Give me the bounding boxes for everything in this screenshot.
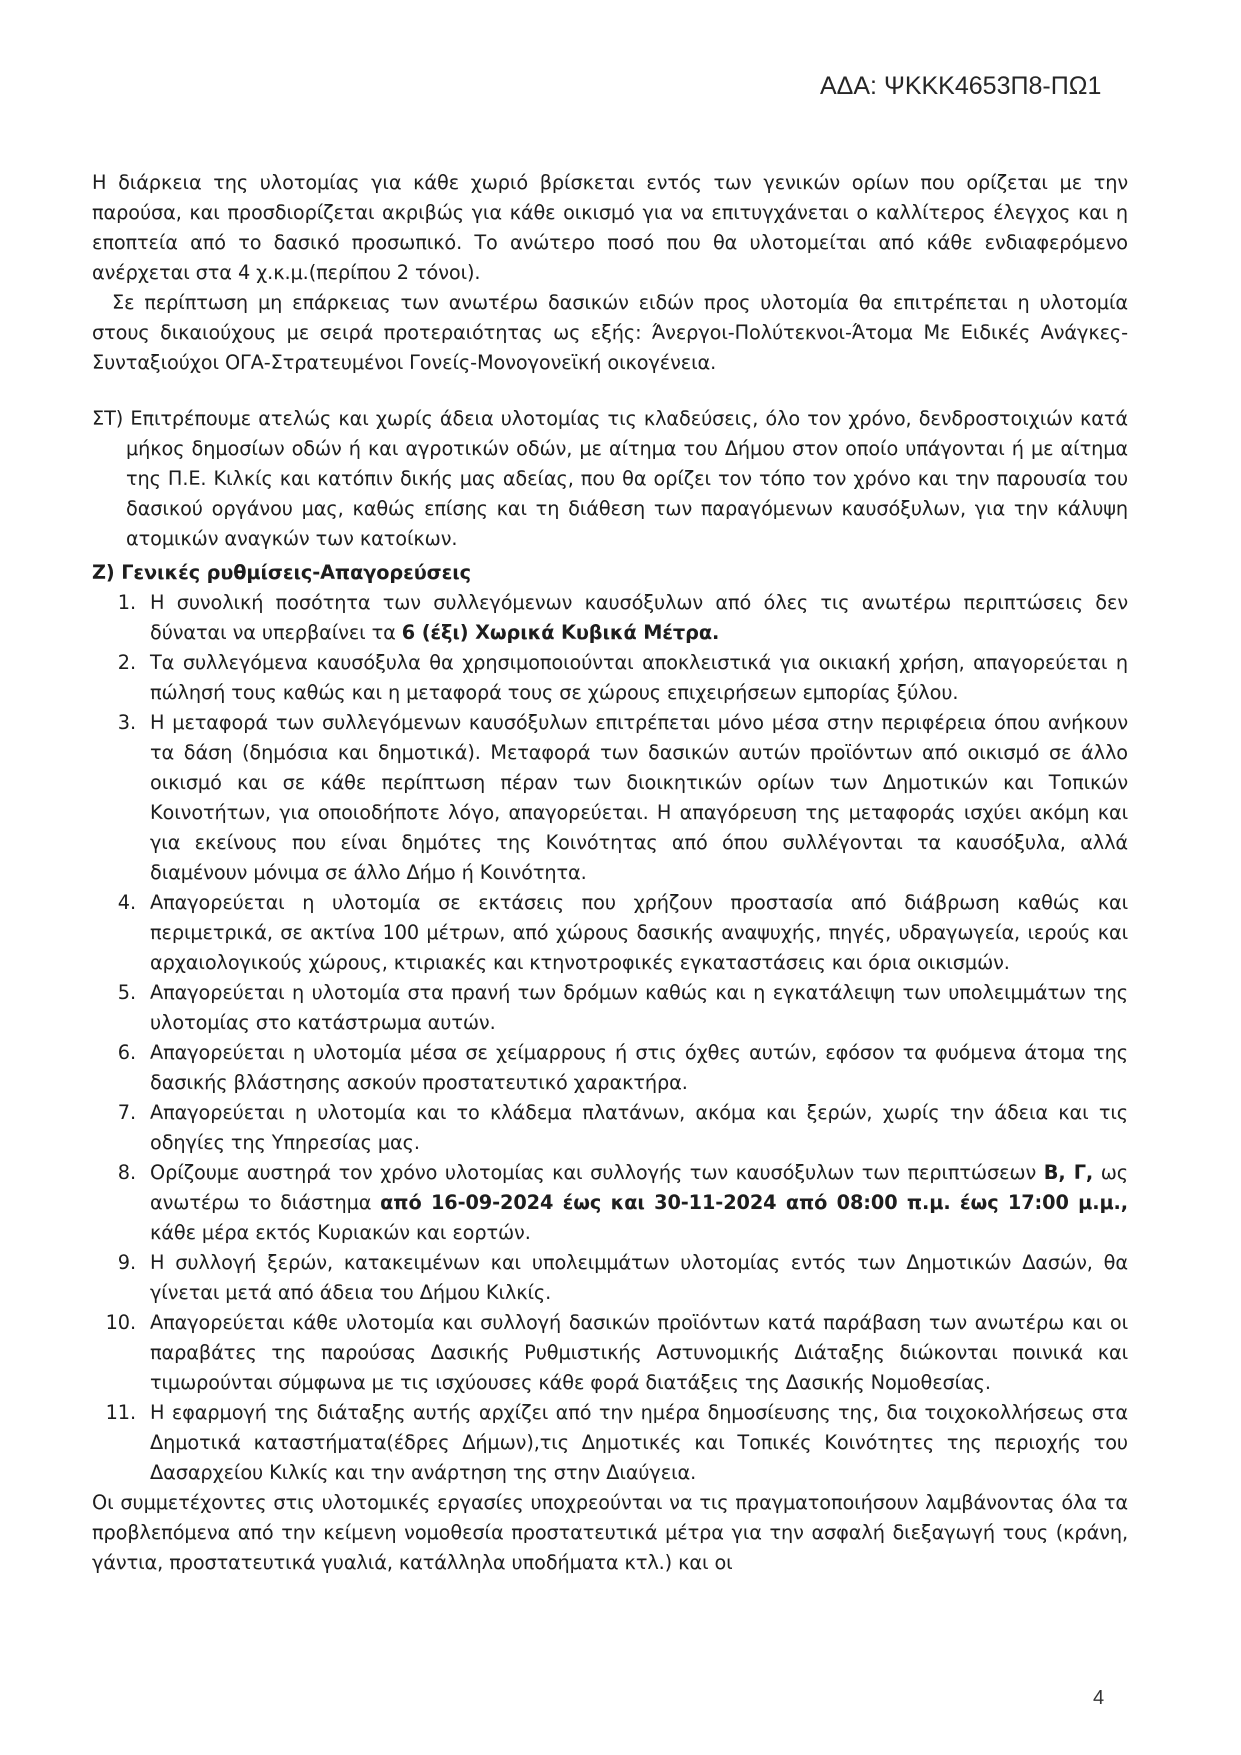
item-text: κάθε μέρα εκτός Κυριακών και εορτών.	[150, 1221, 531, 1244]
item-number: 11.	[105, 1401, 136, 1424]
intro-paragraph-1: Η διάρκεια της υλοτομίας για κάθε χωριό βρίσκεται εντός των γενικών ορίων που ορίζεται με την παρούσα, και προσδιορίζεται ακριβώς για κάθε οικισμό για να επιτυγχάνεται ο καλλίτερος έλεγχος και η εποπτεία από το δασικό προσωπικό. Το ανώτερο ποσό που θα υλοτομείται από κάθε ενδιαφερόμενο ανέρχεται στα 4 χ.κ.μ.(περίπου 2 τόνοι).	[92, 171, 1128, 284]
item-number: 9.	[117, 1251, 136, 1274]
item-text: Απαγορεύεται η υλοτομία σε εκτάσεις που χρήζουν προστασία από διάβρωση καθώς και περιμετρικά, σε ακτίνα 100 μέτρων, από χώρους δασικής αναψυχής, πηγές, υδραγωγεία, ιερούς και αρχαιολογικούς χώρους, κτιριακές και κτηνοτροφικές εγκαταστάσεις και όρια οικισμών.	[150, 891, 1128, 974]
intro-paragraph-2: Σε περίπτωση μη επάρκειας των ανωτέρω δασικών ειδών προς υλοτομία θα επιτρέπεται η υλοτομία στους δικαιούχους με σειρά προτεραιότητας ως εξής: Άνεργοι-Πολύτεκνοι-Άτομα Με Ειδικές Ανάγκες-Συνταξιούχοι ΟΓΑ-Στρατευμένοι Γονείς-Μονογονεϊκή οικογένεια.	[92, 291, 1128, 374]
list-item	[92, 1398, 1128, 1488]
list-item	[92, 648, 1128, 708]
closing-paragraph: Οι συμμετέχοντες στις υλοτομικές εργασίες υποχρεούνται να τις πραγματοποιήσουν λαμβάνοντας όλα τα προβλεπόμενα από την κείμενη νομοθεσία προστατευτικά μέτρα για την ασφαλή διεξαγωγή τους (κράνη, γάντια, προστατευτικά γυαλιά, κατάλληλα υποδήματα κτλ.) και οι	[92, 1491, 1128, 1574]
item-text: Η συλλογή ξερών, κατακειμένων και υπολειμμάτων υλοτομίας εντός των Δημοτικών Δασών, θα γίνεται μετά από άδεια του Δήμου Κιλκίς.	[150, 1251, 1128, 1304]
item-bold-text: Β, Γ,	[1043, 1161, 1094, 1184]
item-number: 2.	[117, 651, 136, 674]
list-item	[92, 1098, 1128, 1158]
section-st-label: ΣΤ)	[92, 407, 124, 430]
document-body	[92, 168, 1128, 1578]
list-item	[92, 1158, 1128, 1248]
item-text: Απαγορεύεται κάθε υλοτομία και συλλογή δασικών προϊόντων κατά παράβαση των ανωτέρω και οι παραβάτες της παρούσας Δασικής Ρυθμιστικής Αστυνομικής Διάταξης διώκονται ποινικά και τιμωρούνται σύμφωνα με τις ισχύουσες κάθε φορά διατάξεις της Δασικής Νομοθεσίας.	[150, 1311, 1128, 1394]
list-item	[92, 888, 1128, 978]
item-bold-text: από 16-09-2024 έως και 30-11-2024 από 08:00 π.μ. έως 17:00 μ.μ.,	[380, 1191, 1128, 1214]
item-number: 6.	[117, 1041, 136, 1064]
item-text: Τα συλλεγόμενα καυσόξυλα θα χρησιμοποιούνται αποκλειστικά για οικιακή χρήση, απαγορεύεται η πώλησή τους καθώς και η μεταφορά τους σε χώρους επιχειρήσεων εμπορίας ξύλου.	[150, 651, 1128, 704]
item-text: Απαγορεύεται η υλοτομία και το κλάδεμα πλατάνων, ακόμα και ξερών, χωρίς την άδεια και τις οδηγίες της Υπηρεσίας μας.	[150, 1101, 1128, 1154]
item-number: 5.	[117, 981, 136, 1004]
page-number: 4	[1093, 1687, 1105, 1709]
list-item	[92, 708, 1128, 888]
section-z-title: Ζ) Γενικές ρυθμίσεις-Απαγορεύσεις	[92, 561, 471, 584]
ada-code: ΑΔΑ: ΨΚΚΚ4653Π8-ΠΩ1	[820, 72, 1102, 100]
item-text: Απαγορεύεται η υλοτομία μέσα σε χείμαρρους ή στις όχθες αυτών, εφόσον τα φυόμενα άτομα της δασικής βλάστησης ασκούν προστατευτικό χαρακτήρα.	[150, 1041, 1128, 1094]
item-text: ως ανωτέρω το διάστημα	[150, 1161, 1128, 1214]
list-item	[92, 1038, 1128, 1098]
item-text: Απαγορεύεται η υλοτομία στα πρανή των δρόμων καθώς και η εγκατάλειψη των υπολειμμάτων της υλοτομίας στο κατάστρωμα αυτών.	[150, 981, 1128, 1034]
list-item	[92, 588, 1128, 648]
item-text: Η συνολική ποσότητα των συλλεγόμενων καυσόξυλων από όλες τις ανωτέρω περιπτώσεις δεν δύναται να υπερβαίνει τα	[150, 591, 1128, 644]
item-bold-text: 6 (έξι) Χωρικά Κυβικά Μέτρα.	[401, 621, 720, 644]
item-number: 8.	[117, 1161, 136, 1184]
list-item	[92, 1308, 1128, 1398]
item-text: Η εφαρμογή της διάταξης αυτής αρχίζει από την ημέρα δημοσίευσης της, δια τοιχοκολλήσεως στα Δημοτικά καταστήματα(έδρες Δήμων),τις Δημοτικές και Τοπικές Κοινότητες της περιοχής του Δασαρχείου Κιλκίς και την ανάρτηση της στην Διαύγεια.	[150, 1401, 1128, 1484]
item-number: 4.	[117, 891, 136, 914]
section-st	[92, 404, 1128, 554]
item-number: 1.	[117, 591, 136, 614]
list-item	[92, 1248, 1128, 1308]
item-number: 10.	[105, 1311, 136, 1334]
item-number: 7.	[117, 1101, 136, 1124]
rules-list	[92, 588, 1128, 1488]
item-text: Ορίζουμε αυστηρά τον χρόνο υλοτομίας και συλλογής των καυσόξυλων των περιπτώσεων	[150, 1161, 1044, 1184]
list-item	[92, 978, 1128, 1038]
item-text: Η μεταφορά των συλλεγόμενων καυσόξυλων επιτρέπεται μόνο μέσα στην περιφέρεια όπου ανήκουν τα δάση (δημόσια και δημοτικά). Μεταφορά των δασικών αυτών προϊόντων από οικισμό σε άλλο οικισμό και σε κάθε περίπτωση πέραν των διοικητικών ορίων των Δημοτικών και Τοπικών Κοινοτήτων, για οποιοδήποτε λόγο, απαγορεύεται. Η απαγόρευση της μεταφοράς ισχύει ακόμη και για εκείνους που είναι δημότες της Κοινότητας από όπου συλλέγονται τα καυσόξυλα, αλλά διαμένουν μόνιμα σε άλλο Δήμο ή Κοινότητα.	[150, 711, 1128, 884]
item-number: 3.	[117, 711, 136, 734]
section-st-text: Επιτρέπουμε ατελώς και χωρίς άδεια υλοτομίας τις κλαδεύσεις, όλο τον χρόνο, δενδροστοιχιών κατά μήκος δημοσίων οδών ή και αγροτικών οδών, με αίτημα του Δήμου στον οποίο υπάγονται ή με αίτημα της Π.Ε. Κιλκίς και κατόπιν δικής μας αδείας, που θα ορίζει τον τόπο τον χρόνο και την παρουσία του δασικού οργάνου μας, καθώς επίσης και τη διάθεση των παραγόμενων καυσόξυλων, για την κάλυψη ατομικών αναγκών των κατοίκων.	[126, 407, 1129, 550]
